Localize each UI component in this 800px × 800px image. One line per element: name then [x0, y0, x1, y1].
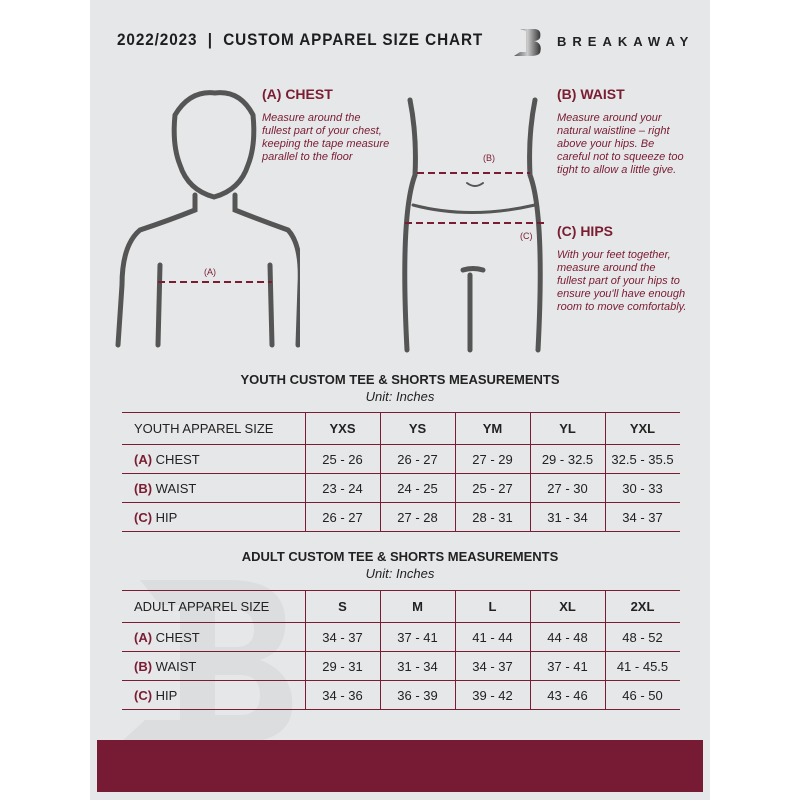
footer-bar [97, 740, 703, 792]
youth-size-table [122, 412, 680, 532]
cell: 31 - 34 [530, 503, 605, 532]
cell: 31 - 34 [380, 652, 455, 681]
size-header: YS [380, 413, 455, 445]
table-row [122, 474, 680, 503]
cell: 39 - 42 [455, 681, 530, 710]
size-header: YM [455, 413, 530, 445]
table-row [122, 623, 680, 652]
size-header: YL [530, 413, 605, 445]
cell: 46 - 50 [605, 681, 680, 710]
row-label: (B) WAIST [122, 652, 305, 681]
adult-table-title: ADULT CUSTOM TEE & SHORTS MEASUREMENTS [241, 549, 559, 564]
cell: 48 - 52 [605, 623, 680, 652]
table-header-row [122, 413, 680, 445]
row-header: YOUTH APPAREL SIZE [122, 413, 305, 445]
table-row [122, 503, 680, 532]
breakaway-logo [512, 26, 546, 58]
brand-name: BREAKAWAY [557, 34, 695, 49]
size-header: 2XL [605, 591, 680, 623]
cell: 37 - 41 [530, 652, 605, 681]
row-label: (B) WAIST [122, 474, 305, 503]
table-header-row [122, 591, 680, 623]
row-label: (C) HIP [122, 503, 305, 532]
cell: 26 - 27 [305, 503, 380, 532]
cell: 30 - 33 [605, 474, 680, 503]
chest-marker: (A) [204, 267, 216, 277]
cell: 23 - 24 [305, 474, 380, 503]
cell: 27 - 28 [380, 503, 455, 532]
hips-title: (C) HIPS [557, 223, 613, 239]
cell: 43 - 46 [530, 681, 605, 710]
cell: 25 - 27 [455, 474, 530, 503]
cell: 34 - 37 [455, 652, 530, 681]
waist-title: (B) WAIST [557, 86, 625, 102]
cell: 36 - 39 [380, 681, 455, 710]
adult-size-table [122, 590, 680, 710]
cell: 41 - 44 [455, 623, 530, 652]
chest-title: (A) CHEST [262, 86, 333, 102]
cell: 44 - 48 [530, 623, 605, 652]
youth-unit: Unit: Inches [365, 389, 435, 404]
row-label: (A) CHEST [122, 623, 305, 652]
size-header: YXL [605, 413, 680, 445]
cell: 29 - 32.5 [530, 445, 605, 474]
cell: 29 - 31 [305, 652, 380, 681]
cell: 34 - 37 [305, 623, 380, 652]
hips-marker: (C) [520, 231, 533, 241]
waist-description: Measure around your natural waistline – right above your hips. Be careful not to squeeze too tight to allow a little give. [557, 112, 684, 176]
lower-body-illustration [395, 95, 555, 355]
table-row [122, 681, 680, 710]
size-header: L [455, 591, 530, 623]
cell: 37 - 41 [380, 623, 455, 652]
page-title: 2022/2023 | CUSTOM APPAREL SIZE CHART [117, 30, 484, 49]
row-label: (C) HIP [122, 681, 305, 710]
row-label: (A) CHEST [122, 445, 305, 474]
table-row [122, 445, 680, 474]
cell: 34 - 36 [305, 681, 380, 710]
cell: 26 - 27 [380, 445, 455, 474]
size-header: S [305, 591, 380, 623]
cell: 41 - 45.5 [605, 652, 680, 681]
adult-unit: Unit: Inches [365, 566, 435, 581]
row-header: ADULT APPAREL SIZE [122, 591, 305, 623]
cell: 32.5 - 35.5 [605, 445, 680, 474]
size-header: M [380, 591, 455, 623]
cell: 27 - 30 [530, 474, 605, 503]
cell: 27 - 29 [455, 445, 530, 474]
size-header: XL [530, 591, 605, 623]
cell: 34 - 37 [605, 503, 680, 532]
table-row [122, 652, 680, 681]
youth-table-title: YOUTH CUSTOM TEE & SHORTS MEASUREMENTS [240, 372, 560, 387]
waist-marker: (B) [483, 153, 495, 163]
cell: 28 - 31 [455, 503, 530, 532]
cell: 24 - 25 [380, 474, 455, 503]
cell: 25 - 26 [305, 445, 380, 474]
hips-description: With your feet together, measure around the fullest part of your hips to ensure you'll have enough room to move comfortably. [557, 249, 687, 313]
size-header: YXS [305, 413, 380, 445]
chest-description: Measure around the fullest part of your chest, keeping the tape measure parallel to the floor [262, 112, 390, 163]
